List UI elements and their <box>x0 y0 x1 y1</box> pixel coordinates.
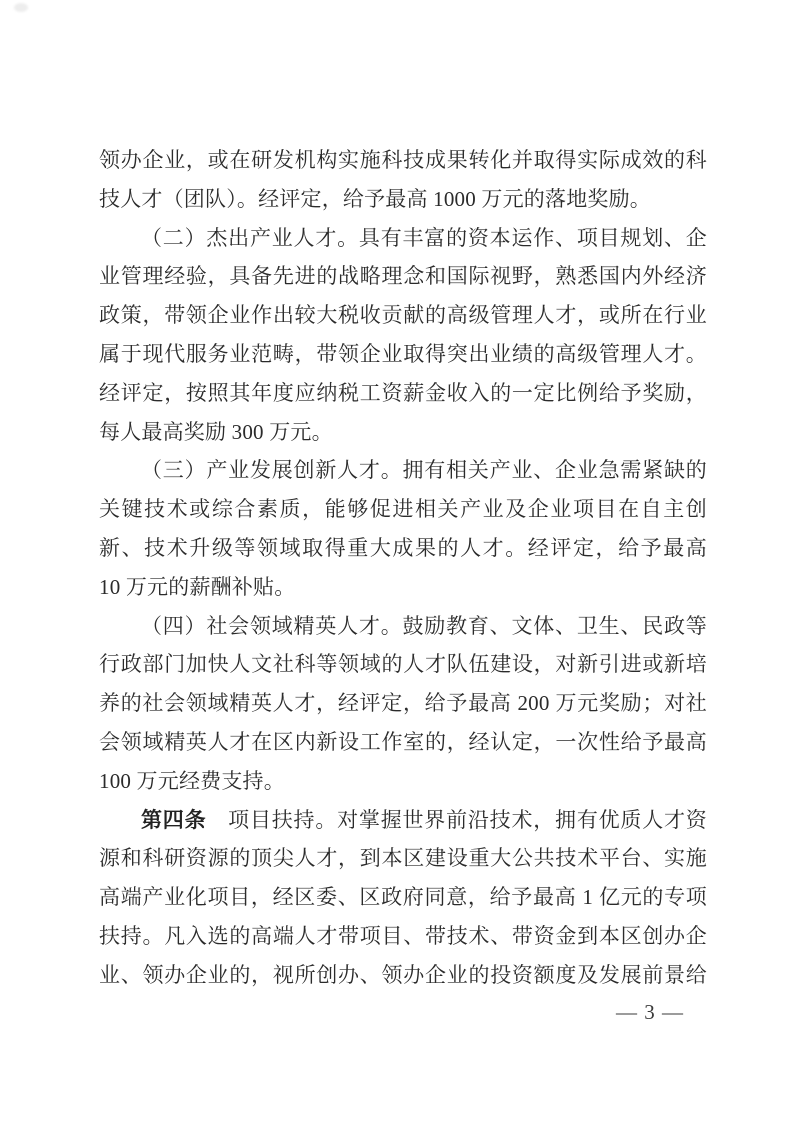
text-line: 政策，带领企业作出较大税收贡献的高级管理人才，或所在行业 <box>99 303 707 328</box>
scan-artifact <box>14 3 28 12</box>
text-line: 源和科研资源的顶尖人才，到本区建设重大公共技术平台、实施 <box>99 846 707 871</box>
text-line: 关键技术或综合素质，能够促进相关产业及企业项目在自主创 <box>99 497 707 522</box>
text-line: 10 万元的薪酬补贴。 <box>99 574 296 599</box>
text-line: 业管理经验，具备先进的战略理念和国际视野，熟悉国内外经济 <box>99 264 707 289</box>
text-line: 会领域精英人才在区内新设工作室的，经认定，一次性给予最高 <box>99 729 707 754</box>
text-line: 属于现代服务业范畴，带领企业取得突出业绩的高级管理人才。 <box>99 341 707 366</box>
text-line: 每人最高奖励 300 万元。 <box>99 419 333 444</box>
text-line: （三）产业发展创新人才。拥有相关产业、企业急需紧缺的 <box>141 458 707 483</box>
text-line: 经评定，按照其年度应纳税工资薪金收入的一定比例给予奖励， <box>99 380 707 405</box>
text-line: （二）杰出产业人才。具有丰富的资本运作、项目规划、企 <box>141 225 707 250</box>
text-line: 100 万元经费支持。 <box>99 768 285 793</box>
text-line: （四）社会领域精英人才。鼓励教育、文体、卫生、民政等 <box>141 613 707 638</box>
text-line: 业、领办企业的，视所创办、领办企业的投资额度及发展前景给 <box>99 962 707 987</box>
text-line: 领办企业，或在研发机构实施科技成果转化并取得实际成效的科 <box>99 148 707 172</box>
text-line: 新、技术升级等领域取得重大成果的人才。经评定，给予最高 <box>99 535 707 560</box>
text-line: 扶持。凡入选的高端人才带项目、带技术、带资金到本区创办企 <box>99 923 707 948</box>
text-line: 高端产业化项目，经区委、区政府同意，给予最高 1 亿元的专项 <box>99 885 707 910</box>
article-number-heading: 第四条 <box>141 807 207 832</box>
page-number: — 3 — <box>616 1000 684 1024</box>
text-line: 技人才（团队）。经评定，给予最高 1000 万元的落地奖励。 <box>99 186 651 211</box>
text-line: 第四条 项目扶持。对掌握世界前沿技术，拥有优质人才资 <box>141 807 707 832</box>
text-line: 行政部门加快人文社科等领域的人才队伍建设，对新引进或新培 <box>99 652 707 677</box>
document-body <box>99 141 707 995</box>
text-line: 养的社会领域精英人才，经评定，给予最高 200 万元奖励；对社 <box>99 691 707 716</box>
